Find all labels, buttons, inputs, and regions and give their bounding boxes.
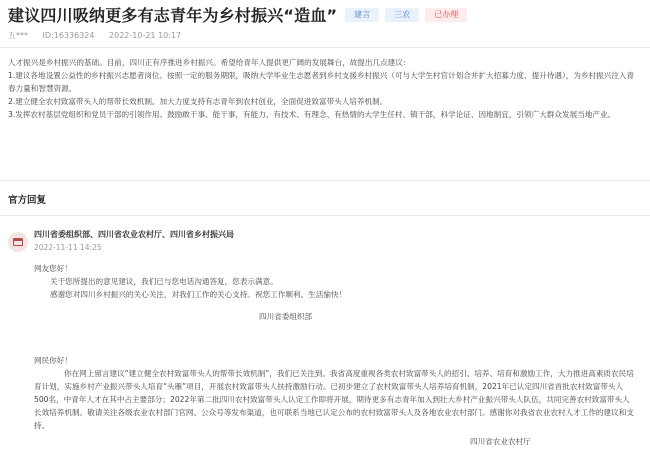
body-intro: 人才振兴是乡村振兴的基础。目前，四川正有序推进乡村振兴。希望给青年人提供更广阔的发展舞台，故提出几点建议： [8, 58, 411, 67]
reply-time: 2022-11-11 14:25 [34, 243, 102, 252]
tag-agriculture[interactable]: 三农 [385, 8, 419, 22]
divider [0, 180, 650, 181]
tag-suggestion[interactable]: 建言 [345, 8, 379, 22]
divider [0, 215, 650, 216]
divider [0, 47, 650, 48]
reply-2 [34, 354, 634, 432]
title-row [8, 3, 473, 26]
tag-list [345, 8, 473, 22]
status-badge: 已办理 [425, 8, 467, 22]
reply-1-line-2: 感谢您对四川乡村振兴的关心关注，对我们工作的关心支持。祝您工作顺利、生活愉快！ [50, 290, 347, 299]
section-title-official-reply: 官方回复 [8, 195, 47, 206]
reply-2-greeting: 网民你好！ [34, 356, 72, 365]
body-point-3: 3.发挥农村基层党组织和党员干部的引领作用。鼓励敢干事、能干事，有能力、有技术、有理念、有热情的大学生任村、镇干部，科学论证、因地制宜，引领广大群众发展当地产业。 [8, 110, 616, 119]
body-point-2: 2.建立健全农村致富带头人的帮带长效机制。加大力度支持有志青年到农村创业，全面促进致富带头人培养机制。 [8, 97, 388, 106]
page-title: 建议四川吸纳更多有志青年为乡村振兴“造血” [8, 6, 338, 25]
reply-2-paragraph: 你在网上留言建议“建立健全农村致富带头人的帮带长效机制”，我们已关注到。我省高度重视各类农村致富带头人的招引、培养、培育和激励工作，大力推进高素质农民培育计划，实施乡村产业振兴带头人培育“头雁”项目，开展农村致富带头人扶持激励行动。已初步建立了农村致富带头人培养培育机制，2021年已认定四川省首批农村致富带头人500名，中青年人才在其中占主要部分；2022年第二批四川农村致富带头人认定工作即将开展，期待更多有志青年加入到壮大乡村产业振兴带头人队伍，共同完善农村致富带头人长效培养机制。敬请关注各级农业农村部门官网、公众号等发布渠道，也可联系当地已认定公布的农村致富带头人及各地农业农村部门。感谢你对我省农业农村人才工作的建议和支持。 [34, 369, 634, 430]
post-time: 2022-10-21 10:17 [109, 31, 182, 40]
reply-1-line-1: 关于您所提出的意见建议，我们已与您电话沟通答复，您表示满意。 [50, 277, 278, 286]
message-id: ID:16336324 [42, 31, 95, 40]
body-point-1: 1.建议各地设置公益性的乡村振兴志愿者岗位。按照一定的服务期限，吸纳大学毕业生志愿者到乡村支援乡村振兴（可与大学生村官计划合并扩大招募力度、提升待遇），为乡村振兴注入青春力量和智慧资源。 [8, 71, 635, 93]
reply-1-signature: 四川省委组织部 [259, 312, 313, 321]
reply-2-signature: 四川省农业农村厅 [470, 437, 531, 446]
reply-department: 四川省委组织部、四川省农业农村厅、四川省乡村振兴局 [34, 230, 234, 239]
official-seal-icon [8, 232, 28, 252]
reply-1 [34, 262, 634, 301]
reply-header [8, 229, 234, 252]
message-body [8, 56, 640, 121]
author-name: 五*** [8, 31, 28, 40]
reply-1-greeting: 网友您好！ [34, 264, 72, 273]
message-meta [8, 30, 193, 41]
